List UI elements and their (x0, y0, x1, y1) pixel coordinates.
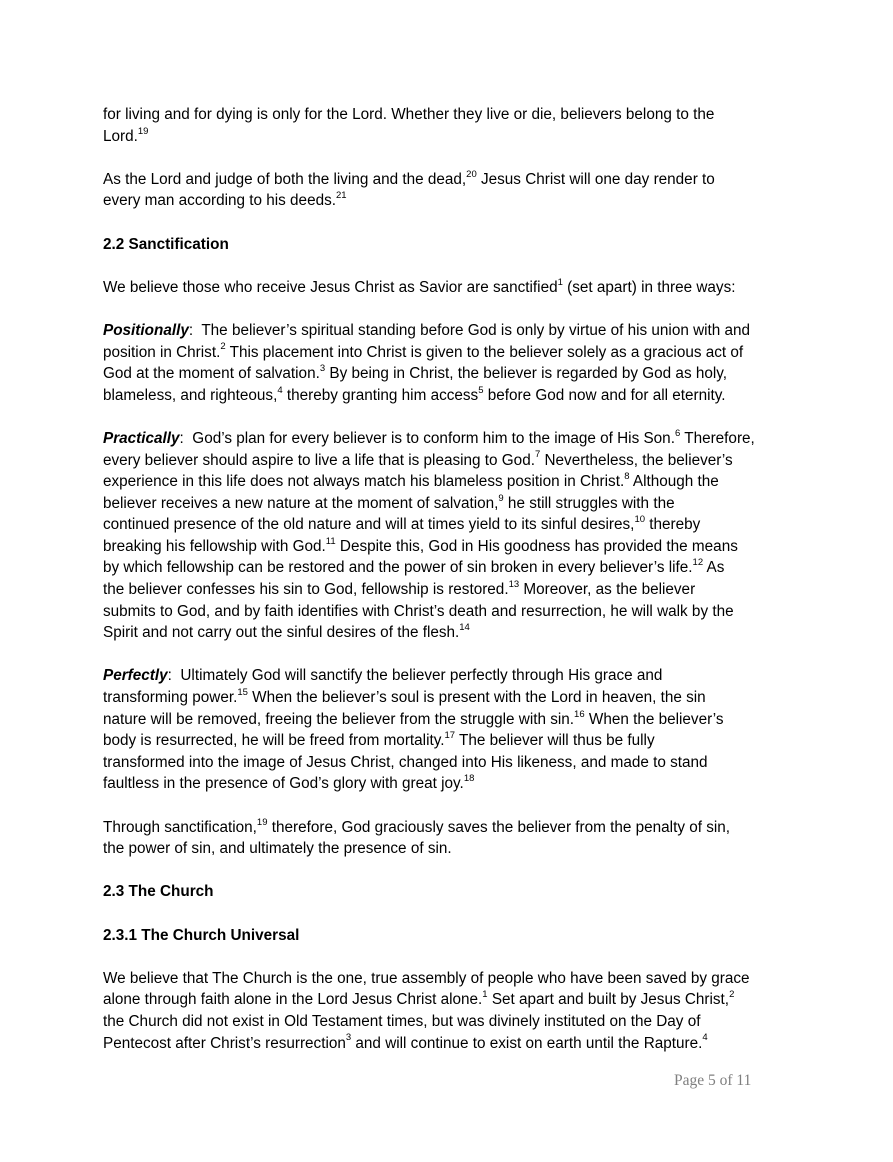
footnote-ref: 11 (325, 535, 336, 547)
term-colon: : (188, 321, 194, 339)
text-span: therefore, God graciously saves the believer from the penalty of sin, (267, 818, 731, 836)
text-span: blameless, and righteous, (103, 386, 278, 404)
footnote-ref: 2 (729, 989, 735, 1001)
text-span: Set apart and built by Jesus Christ, (487, 991, 730, 1009)
heading-church-universal: 2.3.1 The Church Universal (103, 926, 300, 944)
text-span: Spirit and not carry out the sinful desires of the flesh. (103, 624, 460, 642)
text-line (103, 428, 803, 450)
text-span: every man according to his deeds. (103, 192, 336, 210)
text-line (103, 817, 803, 839)
text-line (103, 730, 803, 752)
footnote-ref: 18 (463, 773, 475, 785)
term-perfectly: Perfectly (103, 667, 168, 685)
text-span: continued presence of the old nature and will at times yield to its sinful desires, (103, 516, 635, 534)
footnote-ref: 8 (624, 471, 630, 482)
text-span: Therefore, (680, 429, 755, 447)
text-span: body is resurrected, he will be freed from mortality. (103, 732, 445, 750)
footnote-ref: 4 (277, 384, 283, 396)
paragraph-perfectly (103, 665, 803, 795)
text-line (103, 363, 803, 385)
document-page (103, 104, 803, 1076)
text-span: Jesus Christ will one day render to (476, 170, 715, 188)
paragraph-sanctified-intro (103, 277, 803, 299)
text-span: Lord. (103, 127, 138, 145)
text-span: position in Christ. (103, 343, 221, 361)
text-span: believer receives a new nature at the moment of salvation, (103, 494, 499, 512)
text-span: experience in this life does not always match his blameless position in Christ. (103, 473, 625, 491)
text-line (103, 450, 803, 472)
text-line (103, 190, 803, 212)
text-span: When the believer’s soul is present with the Lord in heaven, the sin (247, 689, 706, 707)
footnote-ref: 15 (237, 686, 248, 698)
text-span: transforming power. (103, 689, 238, 707)
text-span: We believe those who receive Jesus Christ as Savior are sanctified (103, 278, 558, 296)
text-span: Moreover, as the believer (519, 581, 696, 599)
text-line (103, 579, 803, 601)
text-span: Despite this, God in His goodness has provided the means (335, 537, 738, 555)
text-line (103, 320, 803, 342)
text-line (103, 169, 803, 191)
footnote-ref: 3 (345, 1032, 352, 1044)
text-span: Through sanctification, (103, 818, 257, 836)
text-line (103, 514, 803, 536)
footnote-ref: 7 (534, 449, 541, 461)
text-line: transformed into the image of Jesus Christ, changed into His likeness, and made to stand (103, 753, 708, 771)
heading-the-church: 2.3 The Church (103, 883, 214, 901)
text-line (103, 126, 803, 148)
text-span: by which fellowship can be restored and the power of sin broken in every believer’s life. (103, 559, 693, 577)
footnote-ref: 12 (692, 557, 704, 569)
text-span: As (703, 559, 725, 577)
paragraph-living-dying (103, 104, 803, 147)
text-span: Nevertheless, the believer’s (540, 451, 733, 469)
footnote-ref: 1 (482, 989, 488, 1001)
term-positionally: Positionally (103, 321, 189, 339)
text-span: the believer confesses his sin to God, fellowship is restored. (103, 581, 509, 599)
text-line (103, 1033, 803, 1055)
footnote-ref: 13 (508, 578, 520, 590)
footnote-ref: 6 (674, 427, 681, 439)
text-span: he still struggles with the (503, 494, 675, 512)
footnote-ref: 9 (498, 492, 504, 504)
text-line (103, 471, 803, 493)
heading-sanctification: 2.2 Sanctification (103, 235, 229, 253)
text-span: The believer’s spiritual standing before God is only by virtue of his union with and (193, 321, 751, 339)
page-number-footer: Page 5 of 11 (674, 1072, 752, 1089)
text-line (103, 622, 803, 644)
text-line: the Church did not exist in Old Testament times, but was divinely instituted on the Day of (103, 1012, 701, 1030)
text-line (103, 385, 803, 407)
text-line (103, 536, 803, 558)
text-line (103, 493, 803, 515)
footnote-ref: 2 (220, 341, 226, 353)
text-span: God’s plan for every believer is to conform him to the image of His Son. (183, 429, 675, 447)
term-colon: : (167, 667, 172, 685)
paragraph-church-universal (103, 968, 803, 1054)
term-colon: : (179, 429, 184, 447)
text-span: every believer should aspire to live a life that is pleasing to God. (103, 451, 535, 469)
text-span: The believer will thus be fully (455, 732, 655, 750)
text-span: As the Lord and judge of both the living and the dead, (103, 170, 467, 188)
text-line: We believe that The Church is the one, true assembly of people who have been saved by grace (103, 969, 750, 987)
footnote-ref: 19 (137, 125, 149, 137)
text-line (103, 665, 803, 687)
text-line (103, 989, 803, 1011)
text-span: alone through faith alone in the Lord Jesus Christ alone. (103, 991, 483, 1009)
text-span: faultless in the presence of God’s glory with great joy. (103, 775, 464, 793)
text-span: When the believer’s (584, 710, 724, 728)
footnote-ref: 14 (459, 622, 470, 634)
text-span: Ultimately God will sanctify the believer perfectly through His grace and (171, 667, 663, 685)
footnote-ref: 3 (319, 363, 326, 375)
footnote-ref: 19 (256, 816, 268, 828)
text-span: Pentecost after Christ’s resurrection (103, 1034, 346, 1052)
text-span: and will continue to exist on earth until the Rapture. (351, 1034, 703, 1052)
text-span: breaking his fellowship with God. (103, 537, 326, 555)
paragraph-through-sanctification (103, 817, 803, 860)
text-span: nature will be removed, freeing the believer from the struggle with sin. (103, 710, 575, 728)
text-line: for living and for dying is only for the Lord. Whether they live or die, believers belong to the (103, 106, 715, 123)
footnote-ref: 1 (557, 276, 563, 288)
text-line (103, 342, 803, 364)
text-span: This placement into Christ is given to the believer solely as a gracious act of (225, 343, 744, 361)
paragraph-positionally (103, 320, 803, 406)
footnote-ref: 10 (634, 514, 646, 526)
text-span: Although the (629, 473, 719, 491)
footnote-ref: 21 (335, 190, 347, 202)
text-span: God at the moment of salvation. (103, 365, 320, 383)
footnote-ref: 20 (466, 168, 477, 180)
text-line (103, 687, 803, 709)
footnote-ref: 16 (574, 708, 585, 720)
text-line: the power of sin, and ultimately the presence of sin. (103, 840, 452, 858)
paragraph-lord-judge (103, 169, 803, 212)
text-line (103, 773, 803, 795)
paragraph-practically (103, 428, 803, 644)
text-line (103, 557, 803, 579)
footnote-ref: 5 (478, 384, 484, 396)
term-practically: Practically (103, 429, 180, 447)
footnote-ref: 4 (702, 1032, 708, 1044)
text-span: By being in Christ, the believer is regarded by God as holy, (325, 365, 728, 383)
text-line (103, 709, 803, 731)
footnote-ref: 17 (444, 730, 456, 742)
text-line (103, 277, 803, 299)
text-span: thereby granting him access (282, 386, 479, 404)
text-span: thereby (645, 516, 701, 534)
text-line: submits to God, and by faith identifies with Christ’s death and resurrection, he will walk by the (103, 602, 734, 620)
text-span: before God now and for all eternity. (483, 386, 726, 404)
text-span: (set apart) in three ways: (562, 278, 736, 296)
